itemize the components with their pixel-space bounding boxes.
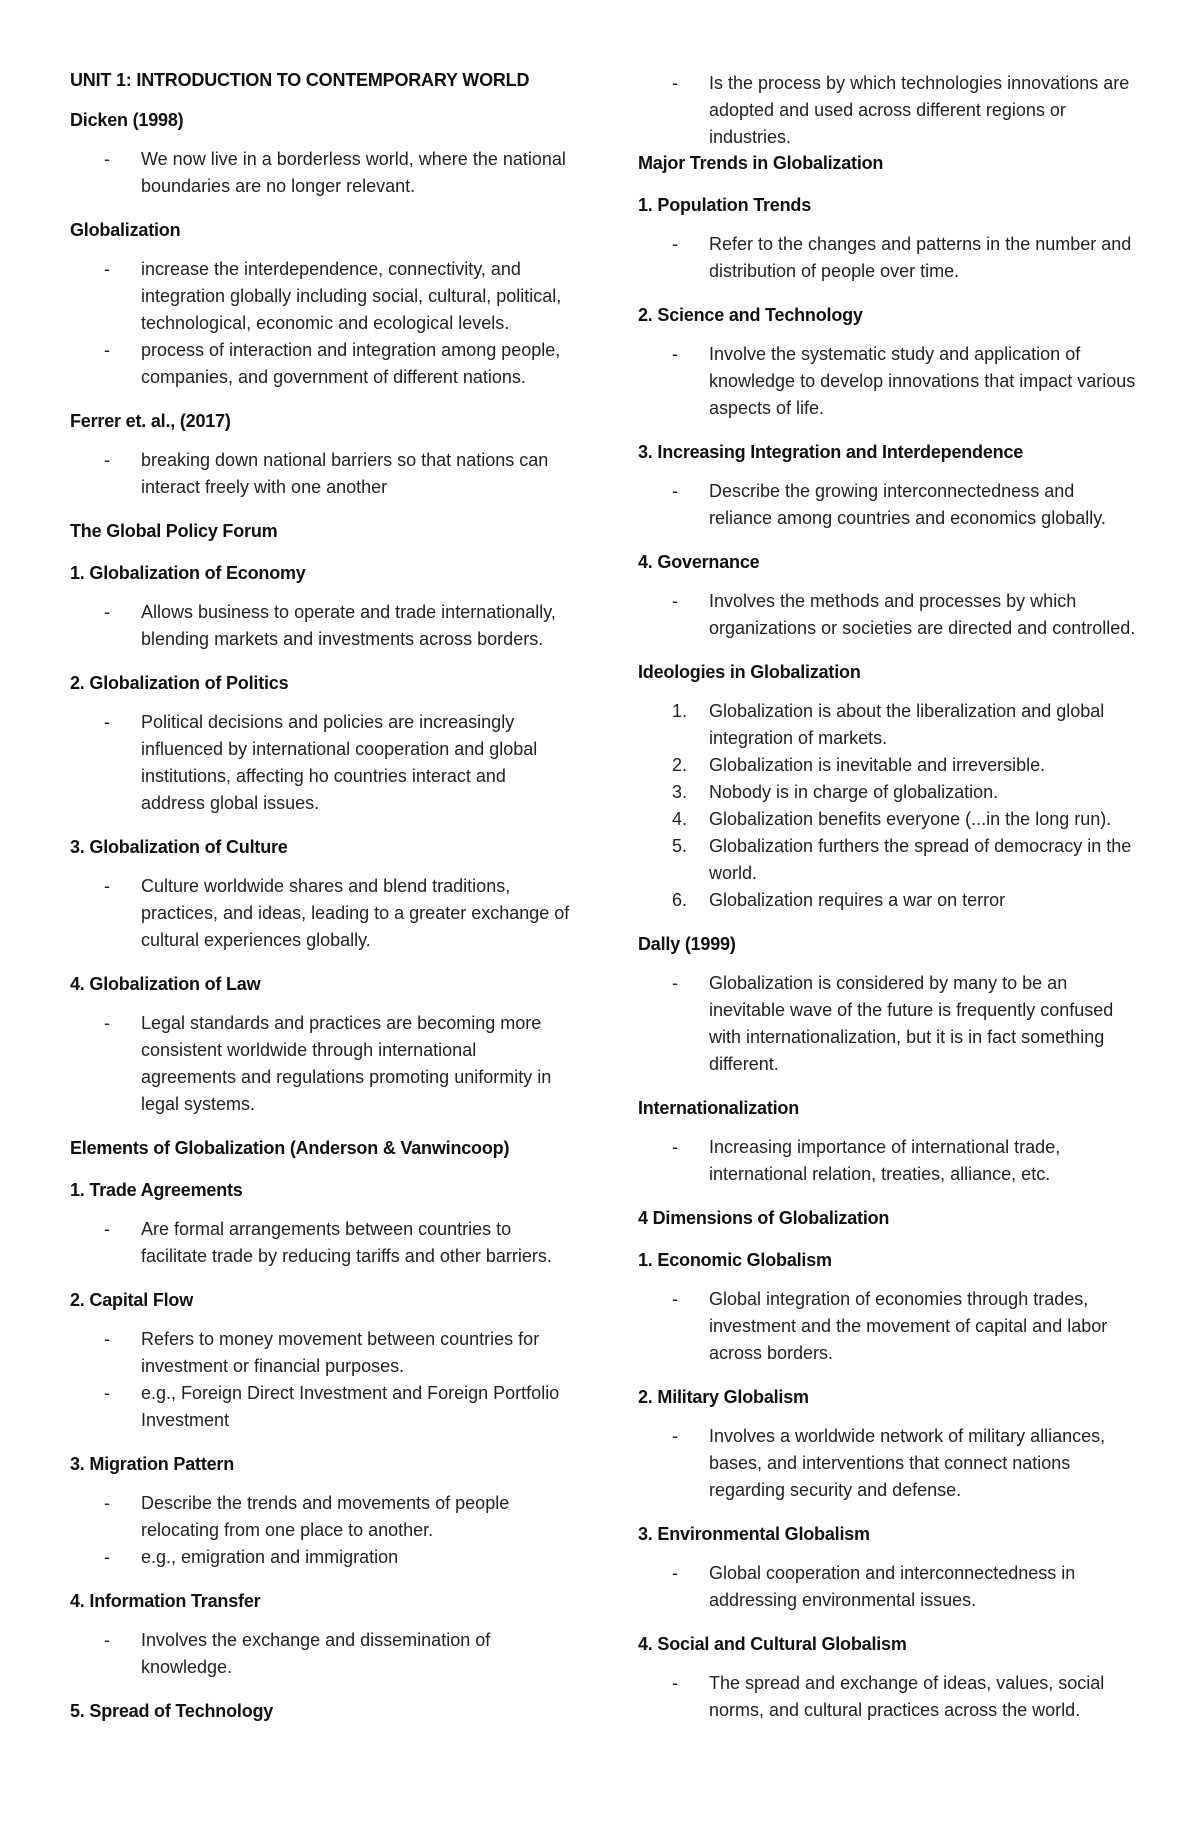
bullet-list: [638, 231, 1138, 285]
section: [70, 671, 570, 817]
section-heading: Globalization: [70, 220, 181, 240]
section: [70, 561, 570, 653]
item-text: Globalization benefits everyone (...in the long run).: [709, 809, 1112, 829]
bullet-item: - Globalization is considered by many to be an inevitable wave of the future is frequently confused with internationalization, but it is in fact something different.: [638, 970, 1138, 1078]
section-heading: 4. Governance: [638, 552, 760, 572]
bullet-item: - Global cooperation and interconnectedness in addressing environmental issues.: [638, 1560, 1138, 1614]
section: [638, 1632, 1138, 1724]
bullet-list: [70, 1010, 570, 1118]
numbered-item: [638, 752, 1138, 779]
document-title: UNIT 1: INTRODUCTION TO CONTEMPORARY WORLD: [70, 70, 530, 90]
section: [70, 218, 570, 391]
item-number: 2.: [672, 755, 688, 775]
bullet-item: - Are formal arrangements between countries to facilitate trade by reducing tariffs and other barriers.: [70, 1216, 570, 1270]
bullet-item: - Global integration of economies through trades, investment and the movement of capital and labor across borders.: [638, 1286, 1138, 1367]
bullet-item: - breaking down national barriers so that nations can interact freely with one another: [70, 447, 570, 501]
item-number: 3.: [672, 782, 688, 802]
bullet-list: [70, 599, 570, 653]
section-heading: Elements of Globalization (Anderson & Vanwincoop): [70, 1138, 510, 1158]
section-heading: 5. Spread of Technology: [70, 1701, 274, 1721]
bullet-list: [70, 873, 570, 954]
section-heading: Internationalization: [638, 1098, 800, 1118]
item-text: Globalization is about the liberalization and global integration of markets.: [709, 701, 1105, 748]
item-number: 6.: [672, 890, 688, 910]
section-heading: 3. Environmental Globalism: [638, 1524, 870, 1544]
left-column: [70, 68, 570, 1741]
section-heading: Major Trends in Globalization: [638, 153, 884, 173]
bullet-list: [70, 447, 570, 501]
section: [70, 409, 570, 501]
numbered-item: [638, 833, 1138, 887]
bullet-item: - Involves the methods and processes by which organizations or societies are directed and controlled.: [638, 588, 1138, 642]
section-heading: 4. Globalization of Law: [70, 974, 261, 994]
bullet-item: - Refer to the changes and patterns in the number and distribution of people over time.: [638, 231, 1138, 285]
section: [638, 440, 1138, 532]
section: [70, 519, 570, 543]
section: [70, 1288, 570, 1434]
section-heading: 1. Economic Globalism: [638, 1250, 832, 1270]
bullet-list: [70, 146, 570, 200]
section: [638, 1096, 1138, 1188]
section-heading: Ferrer et. al., (2017): [70, 411, 231, 431]
section-heading: Dicken (1998): [70, 110, 184, 130]
section-heading: 1. Globalization of Economy: [70, 563, 306, 583]
bullet-list: [70, 709, 570, 817]
bullet-list: [638, 970, 1138, 1078]
bullet-item: - increase the interdependence, connectivity, and integration globally including social, cultural, political, technological, economic and ecological levels.: [70, 256, 570, 337]
item-text: Globalization is inevitable and irreversible.: [709, 755, 1046, 775]
item-number: 5.: [672, 836, 688, 856]
bullet-list: [638, 1286, 1138, 1367]
bullet-list: [638, 588, 1138, 642]
bullet-item: - Involves a worldwide network of military alliances, bases, and interventions that connect nations regarding security and defense.: [638, 1423, 1138, 1504]
bullet-item: - Describe the growing interconnectedness and reliance among countries and economics globally.: [638, 478, 1138, 532]
numbered-list: [638, 698, 1138, 914]
section: [638, 550, 1138, 642]
bullet-list: [70, 1627, 570, 1681]
bullet-item: - Is the process by which technologies innovations are adopted and used across different regions or industries.: [638, 70, 1138, 151]
section-heading: 1. Trade Agreements: [70, 1180, 243, 1200]
bullet-item: - Allows business to operate and trade internationally, blending markets and investments across borders.: [70, 599, 570, 653]
item-text: Globalization requires a war on terror: [709, 890, 1006, 910]
bullet-item: - Legal standards and practices are becoming more consistent worldwide through international agreements and regulations promoting uniformity in legal systems.: [70, 1010, 570, 1118]
section: [70, 1452, 570, 1571]
bullet-item: - Describe the trends and movements of people relocating from one place to another.: [70, 1490, 570, 1544]
section: [638, 303, 1138, 422]
right-sections: [638, 151, 1138, 1724]
bullet-item: - process of interaction and integration among people, companies, and government of different nations.: [70, 337, 570, 391]
section-heading: 2. Science and Technology: [638, 305, 863, 325]
section-heading: Ideologies in Globalization: [638, 662, 861, 682]
bullet-list: [70, 256, 570, 391]
bullet-item: - e.g., Foreign Direct Investment and Foreign Portfolio Investment: [70, 1380, 570, 1434]
item-number: 4.: [672, 809, 688, 829]
bullet-item: - Involve the systematic study and application of knowledge to develop innovations that impact various aspects of life.: [638, 341, 1138, 422]
bullet-list: [638, 1423, 1138, 1504]
section: [638, 1248, 1138, 1367]
section-heading: 1. Population Trends: [638, 195, 812, 215]
section-heading: The Global Policy Forum: [70, 521, 278, 541]
section: [638, 660, 1138, 914]
section: [70, 1589, 570, 1681]
section: [70, 1136, 570, 1160]
bullet-item: - Culture worldwide shares and blend traditions, practices, and ideas, leading to a greater exchange of cultural experiences globally.: [70, 873, 570, 954]
item-text: Globalization furthers the spread of democracy in the world.: [709, 836, 1132, 883]
bullet-list: [638, 1560, 1138, 1614]
bullet-item: - Increasing importance of international trade, international relation, treaties, alliance, etc.: [638, 1134, 1138, 1188]
numbered-item: [638, 887, 1138, 914]
bullet-list: [70, 1216, 570, 1270]
section: [70, 1699, 570, 1723]
right-column: [638, 70, 1138, 1742]
left-sections: [70, 108, 570, 1723]
bullet-item: - We now live in a borderless world, where the national boundaries are no longer relevant.: [70, 146, 570, 200]
section: [638, 193, 1138, 285]
section: [70, 1178, 570, 1270]
section-heading: 4. Social and Cultural Globalism: [638, 1634, 907, 1654]
item-number: 1.: [672, 701, 688, 721]
section: [638, 1385, 1138, 1504]
section-heading: 2. Globalization of Politics: [70, 673, 289, 693]
section: [638, 1206, 1138, 1230]
section: [638, 932, 1138, 1078]
section: [70, 835, 570, 954]
section-heading: 3. Migration Pattern: [70, 1454, 235, 1474]
section-heading: 4 Dimensions of Globalization: [638, 1208, 890, 1228]
numbered-item: [638, 698, 1138, 752]
bullet-item: - Refers to money movement between countries for investment or financial purposes.: [70, 1326, 570, 1380]
section: [638, 1522, 1138, 1614]
section: [70, 972, 570, 1118]
section-heading: Dally (1999): [638, 934, 736, 954]
section: [70, 108, 570, 200]
section-heading: 2. Capital Flow: [70, 1290, 194, 1310]
bullet-item: - Political decisions and policies are increasingly influenced by international cooperation and global institutions, affecting ho countries interact and address global issues.: [70, 709, 570, 817]
bullet-item: - e.g., emigration and immigration: [70, 1544, 570, 1571]
numbered-item: [638, 806, 1138, 833]
bullet-item: - The spread and exchange of ideas, values, social norms, and cultural practices across the world.: [638, 1670, 1138, 1724]
bullet-list: [70, 1326, 570, 1434]
bullet-list: [638, 1134, 1138, 1188]
numbered-item: [638, 779, 1138, 806]
section-heading: 4. Information Transfer: [70, 1591, 261, 1611]
bullet-list: [638, 478, 1138, 532]
section-heading: 3. Increasing Integration and Interdependence: [638, 442, 1024, 462]
bullet-list: [70, 1490, 570, 1571]
section: [638, 151, 1138, 175]
lead-bullet-list: [638, 70, 1138, 151]
section-heading: 2. Military Globalism: [638, 1387, 809, 1407]
item-text: Nobody is in charge of globalization.: [709, 782, 999, 802]
section-heading: 3. Globalization of Culture: [70, 837, 288, 857]
bullet-item: - Involves the exchange and dissemination of knowledge.: [70, 1627, 570, 1681]
bullet-list: [638, 341, 1138, 422]
bullet-list: [638, 1670, 1138, 1724]
